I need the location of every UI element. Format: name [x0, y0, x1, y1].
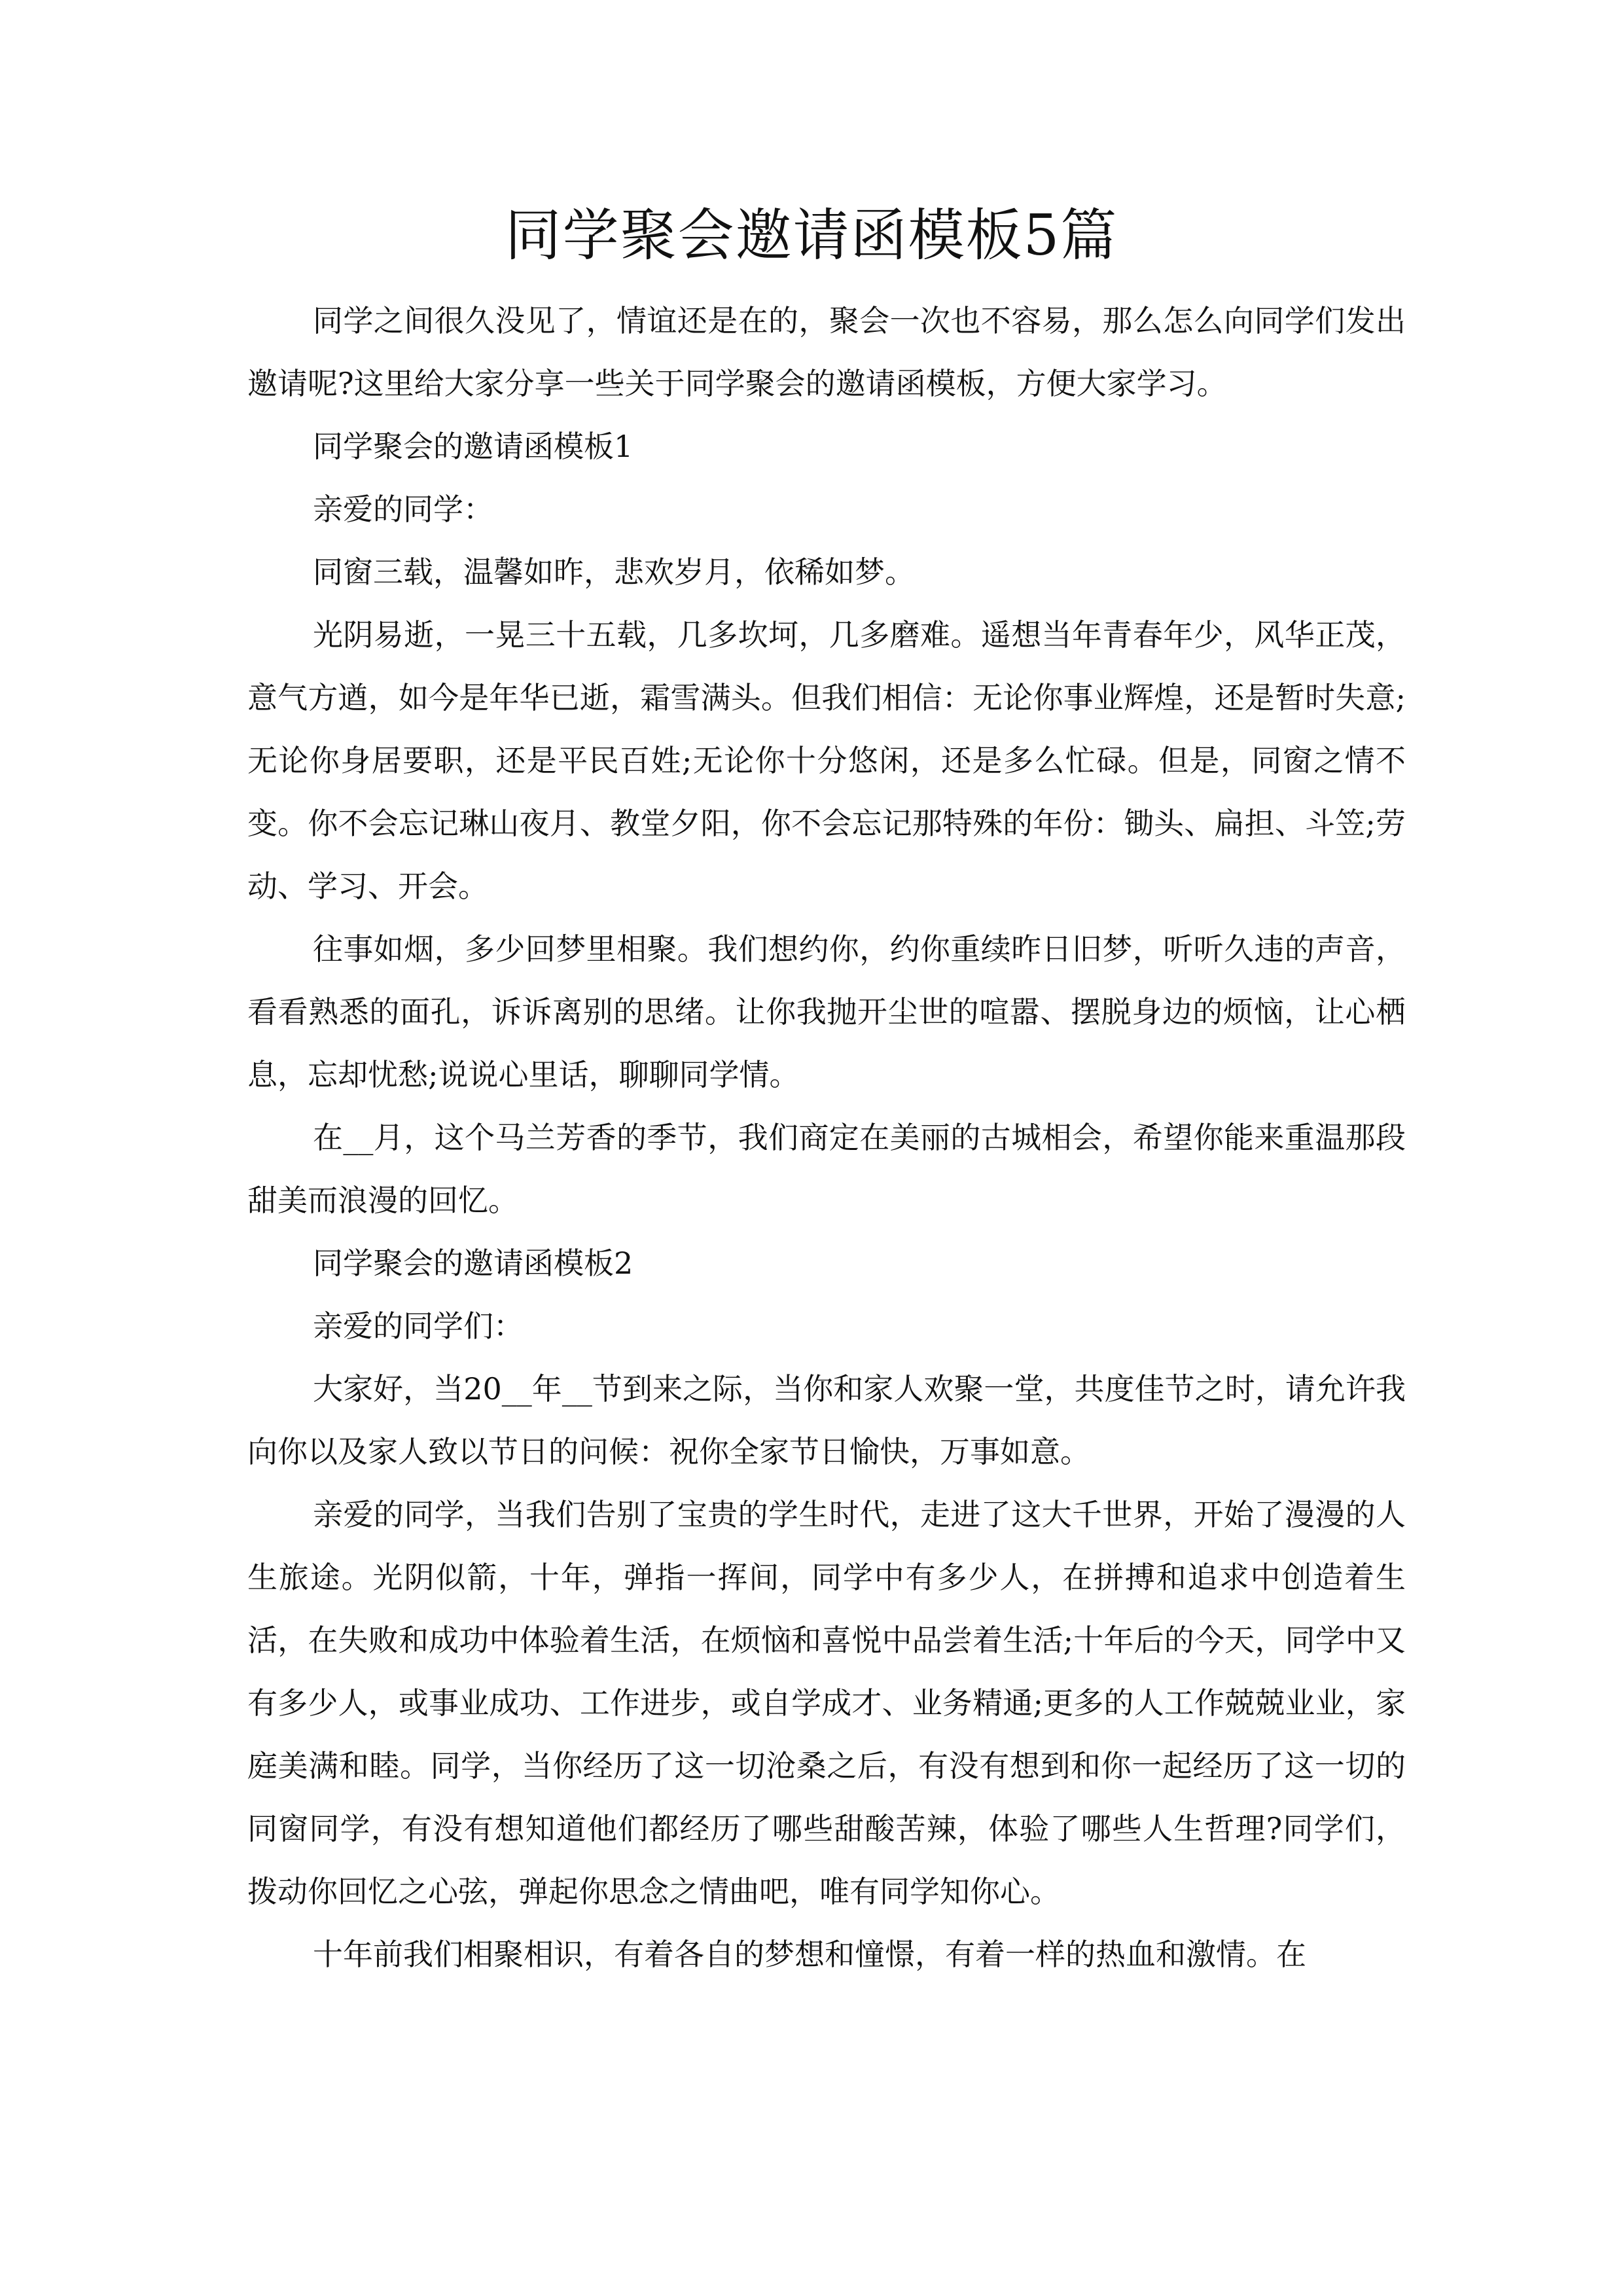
body-paragraph: 光阴易逝，一晃三十五载，几多坎坷，几多磨难。遥想当年青春年少，风华正茂，意气方遒，如今是年华已逝，霜雪满头。但我们相信：无论你事业辉煌，还是暂时失意;无论你身居要职，还是平民百姓;无论你十分悠闲，还是多么忙碌。但是，同窗之情不变。你不会忘记琳山夜月、教堂夕阳，你不会忘记那特殊的年份：锄头、扁担、斗笠;劳动、学习、开会。	[247, 617, 1406, 904]
salutation: 亲爱的同学们：	[313, 1308, 524, 1344]
section-heading-template-2: 同学聚会的邀请函模板2	[313, 1246, 633, 1281]
salutation: 亲爱的同学：	[313, 492, 493, 527]
intro-paragraph: 同学之间很久没见了，情谊还是在的，聚会一次也不容易，那么怎么向同学们发出邀请呢?这里给大家分享一些关于同学聚会的邀请函模板，方便大家学习。	[247, 303, 1406, 401]
body-paragraph: 在__月，这个马兰芳香的季节，我们商定在美丽的古城相会，希望你能来重温那段甜美而浪漫的回忆。	[247, 1120, 1406, 1218]
body-paragraph: 亲爱的同学，当我们告别了宝贵的学生时代，走进了这大千世界，开始了漫漫的人生旅途。光阴似箭，十年，弹指一挥间，同学中有多少人，在拼搏和追求中创造着生活，在失败和成功中体验着生活，在烦恼和喜悦中品尝着生活;十年后的今天，同学中又有多少人，或事业成功、工作进步，或自学成才、业务精通;更多的人工作兢兢业业，家庭美满和睦。同学，当你经历了这一切沧桑之后，有没有想到和你一起经历了这一切的同窗同学，有没有想知道他们都经历了哪些甜酸苦辣，体验了哪些人生哲理?同学们，拨动你回忆之心弦，弹起你思念之情曲吧，唯有同学知你心。	[247, 1497, 1406, 1909]
body-paragraph: 十年前我们相聚相识，有着各自的梦想和憧憬，有着一样的热血和激情。在	[313, 1937, 1306, 1972]
document-title: 同学聚会邀请函模板5篇	[505, 203, 1118, 268]
body-paragraph: 同窗三载，温馨如昨，悲欢岁月，依稀如梦。	[313, 554, 915, 590]
document-body	[247, 289, 1406, 1986]
section-heading-template-1: 同学聚会的邀请函模板1	[313, 429, 633, 464]
body-paragraph: 往事如烟，多少回梦里相聚。我们想约你，约你重续昨日旧梦，听听久违的声音，看看熟悉的面孔，诉诉离别的思绪。让你我抛开尘世的喧嚣、摆脱身边的烦恼，让心栖息，忘却忧愁;说说心里话，聊聊同学情。	[247, 931, 1406, 1092]
body-paragraph: 大家好，当20__年__节到来之际，当你和家人欢聚一堂，共度佳节之时，请允许我向你以及家人致以节日的问候：祝你全家节日愉快，万事如意。	[247, 1371, 1406, 1469]
